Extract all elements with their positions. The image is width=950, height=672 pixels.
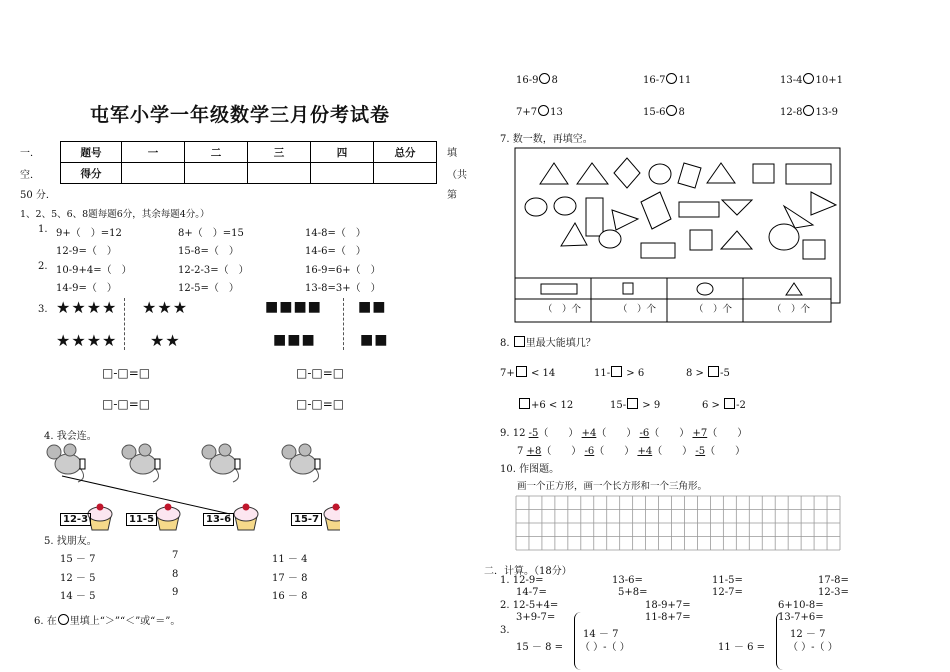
circle-shape (525, 198, 547, 216)
header-line3-left: 50 分． (20, 190, 56, 201)
q5-item: 8 (172, 569, 179, 580)
count-blank[interactable]: （ ）个 (772, 304, 811, 315)
cupcake-icon (324, 504, 340, 531)
header-line2-left: 空． (20, 170, 40, 181)
count-blank[interactable]: （ ）个 (618, 304, 657, 315)
q6-item: 7+7 13 (516, 107, 563, 118)
q2-item: 14-9=（ ） (56, 283, 117, 294)
score-input-cell[interactable] (311, 163, 374, 184)
answer-box[interactable] (708, 366, 719, 377)
q10-text: 画一个正方形，画一个长方形和一个三角形。 (517, 481, 708, 492)
calc-item: 11-8+7= (645, 612, 691, 623)
square-shape (623, 283, 633, 294)
compare-circle[interactable] (539, 73, 550, 84)
calc-item: 12-7= (712, 587, 743, 598)
q6-label-text: 6. 在 (34, 616, 57, 627)
mouse-icon (122, 444, 160, 482)
part2-label: 二．计算。（18分） (484, 566, 572, 577)
table-cell: 三 (248, 142, 311, 163)
calc-item: 2. 12-5+4= (500, 600, 559, 611)
table-cell: 得分 (61, 163, 122, 184)
q2-label: 2. (38, 261, 48, 272)
q5-item: 11 － 4 (272, 554, 308, 565)
rectangle-shape (641, 192, 671, 229)
drawing-grid[interactable] (515, 495, 841, 551)
q9-row: 9. 12 -5（ ） +4（ ） -6（ ） +7（ ） (500, 428, 748, 439)
divider (343, 298, 344, 350)
cupcake-icon (234, 504, 258, 531)
part1-suffix: 填 (447, 148, 457, 159)
q6-label (34, 612, 180, 627)
triangle-shape (540, 163, 568, 184)
circle-shape (649, 164, 671, 184)
header-line2-right: （共 (447, 170, 467, 181)
header-line3-right: 第 (447, 190, 457, 201)
calc-item: 11-5= (712, 575, 743, 586)
table-cell: 四 (311, 142, 374, 163)
rectangle-shape (678, 163, 701, 188)
calc-item: 13-6= (612, 575, 643, 586)
table-cell: 一 (122, 142, 185, 163)
brace-icon (776, 612, 783, 670)
rectangle-shape (541, 284, 577, 294)
calc-item: 1. 12-9= (500, 575, 544, 586)
square-group: ■■■■ (265, 299, 322, 315)
answer-box[interactable] (519, 398, 530, 409)
q6-item: 13-4 10+1 (780, 75, 843, 86)
circle-shape (697, 283, 713, 295)
mouse-icon (282, 444, 320, 482)
q3-equation: □-□=□ (102, 366, 151, 380)
q6-item: 16-7 11 (643, 75, 692, 86)
triangle-shape (612, 210, 638, 230)
q5-label: 5. 找朋友。 (44, 536, 97, 547)
q9-row: 7 +8（ ） -6（ ） +4（ ） -5（ ） (517, 446, 746, 457)
q6-item: 16-9 8 (516, 75, 558, 86)
square-shape (753, 164, 774, 183)
q8-item: +6 < 12 (518, 398, 573, 411)
score-input-cell[interactable] (374, 163, 437, 184)
calc-item[interactable]: （ ）-（ ） (580, 642, 630, 653)
q1-label: 1. (38, 224, 48, 235)
q8-label: 8. 里最大能填几？ (500, 338, 596, 349)
cupcake-icon (88, 504, 112, 531)
calc-item: 6+10-8= (778, 600, 824, 611)
square-shape (803, 240, 825, 259)
circle-icon (58, 614, 69, 625)
q8-item: 7+ < 14 (500, 368, 556, 379)
answer-box[interactable] (611, 366, 622, 377)
q3-equation: □-□=□ (296, 366, 345, 380)
instructions: 1、2、5、6、8题每题6分，其余每题4分。） (20, 209, 210, 220)
q6-item: 12-8 13-9 (780, 107, 838, 118)
triangle-shape (722, 200, 752, 215)
triangle-shape (707, 163, 735, 183)
q1-item: 12-9=（ ） (56, 246, 117, 257)
score-table-header-row (61, 142, 437, 163)
calc-item: 3. (500, 625, 510, 636)
q6-label-after: 里填上“＞”“＜”或“＝”。 (69, 616, 181, 627)
calc-item: 13-7+6= (778, 612, 824, 623)
square-group: ■■ (360, 332, 389, 348)
score-input-cell[interactable] (185, 163, 248, 184)
q1-item: 14-8=（ ） (305, 228, 366, 239)
table-cell: 题号 (61, 142, 122, 163)
q1-item: 9+（ ）=12 (56, 228, 122, 239)
cupcake-icon (156, 504, 180, 531)
q5-item: 9 (172, 587, 179, 598)
rectangle-shape (641, 243, 675, 258)
box-icon (514, 336, 525, 347)
star-group: ★★★★ (56, 331, 118, 350)
compare-circle[interactable] (803, 105, 814, 116)
mouse-icon (202, 444, 240, 482)
q7-label: 7. 数一数，再填空。 (500, 134, 593, 145)
q1-item: 15-8=（ ） (178, 246, 239, 257)
score-table-score-row (61, 163, 437, 184)
calc-item: 17-8= (818, 575, 849, 586)
q6-item: 15-6 8 (643, 107, 685, 118)
triangle-shape (561, 223, 587, 246)
rectangle-shape (679, 202, 719, 217)
count-blank[interactable]: （ ）个 (543, 304, 582, 315)
triangle-shape (811, 192, 836, 215)
q8-item: 6 > -2 (702, 400, 746, 411)
q3-equation: □-□=□ (296, 397, 345, 411)
q8-item: 8 > -5 (686, 368, 730, 379)
q1-item: 14-6=（ ） (305, 246, 366, 257)
q10-label: 10. 作图题。 (500, 464, 560, 475)
square-group: ■■ (358, 299, 387, 315)
compare-circle[interactable] (538, 105, 549, 116)
q4-card: 11-5 (126, 513, 157, 526)
score-input-cell[interactable] (122, 163, 185, 184)
q8-item: 15- > 9 (610, 400, 661, 411)
star-group: ★★★ (142, 298, 189, 317)
q4-card: 13-6 (203, 513, 234, 526)
divider (124, 298, 125, 350)
square-shape (614, 158, 640, 188)
rectangle-shape (786, 164, 831, 184)
calc-item: 12-3= (818, 587, 849, 598)
count-blank[interactable]: （ ）个 (694, 304, 733, 315)
star-group: ★★★★ (56, 298, 118, 317)
q3-equation: □-□=□ (102, 397, 151, 411)
circle-shape (769, 224, 799, 250)
q5-item: 17 － 8 (272, 573, 308, 584)
q5-item: 15 － 7 (60, 554, 96, 565)
q2-item: 13-8=3+（ ） (305, 283, 381, 294)
square-group: ■■■ (273, 332, 316, 348)
page-title: 屯军小学一年级数学三月份考试卷 (90, 104, 391, 126)
q8-item: 11- > 6 (594, 368, 645, 379)
q3-label: 3. (38, 304, 48, 315)
q4-label: 4. 我会连。 (44, 431, 97, 442)
calc-item: 15 － 8 = (516, 642, 564, 653)
answer-box[interactable] (724, 398, 735, 409)
mouse-icon (47, 444, 85, 482)
q2-item: 12-5=（ ） (178, 283, 239, 294)
triangle-shape (577, 163, 608, 184)
part1-prefix: 一． (20, 148, 40, 159)
q4-card: 15-7 (291, 513, 322, 526)
square-shape (690, 230, 712, 250)
calc-item: 11 － 6 = (718, 642, 766, 653)
compare-circle[interactable] (666, 105, 677, 116)
calc-item: 3+9-7= (516, 612, 556, 623)
q4-card: 12-3 (60, 513, 91, 526)
table-cell: 二 (185, 142, 248, 163)
score-input-cell[interactable] (248, 163, 311, 184)
triangle-shape (721, 231, 752, 249)
q5-item: 7 (172, 550, 179, 561)
q2-item: 16-9=6+（ ） (305, 265, 381, 276)
answer-box[interactable] (516, 366, 527, 377)
q5-item: 16 － 8 (272, 591, 308, 602)
calc-item: 18-9+7= (645, 600, 691, 611)
calc-item: 14 － 7 (583, 629, 619, 640)
q5-item: 14 － 5 (60, 591, 96, 602)
connect-line (62, 476, 230, 514)
compare-circle[interactable] (803, 73, 814, 84)
score-table (60, 141, 437, 184)
q2-item: 12-2-3=（ ） (178, 265, 249, 276)
q2-item: 10-9+4=（ ） (56, 265, 132, 276)
compare-circle[interactable] (666, 73, 677, 84)
star-group: ★★ (150, 331, 181, 350)
calc-item[interactable]: （ ）-（ ） (788, 642, 838, 653)
circle-shape (599, 230, 621, 248)
circle-shape (554, 197, 576, 215)
calc-item: 14-7= (516, 587, 547, 598)
table-cell: 总分 (374, 142, 437, 163)
calc-item: 12 － 7 (790, 629, 826, 640)
answer-box[interactable] (627, 398, 638, 409)
rectangle-shape (586, 198, 603, 236)
q5-item: 12 － 5 (60, 573, 96, 584)
q1-item: 8+（ ）=15 (178, 228, 244, 239)
calc-item: 5+8= (618, 587, 648, 598)
